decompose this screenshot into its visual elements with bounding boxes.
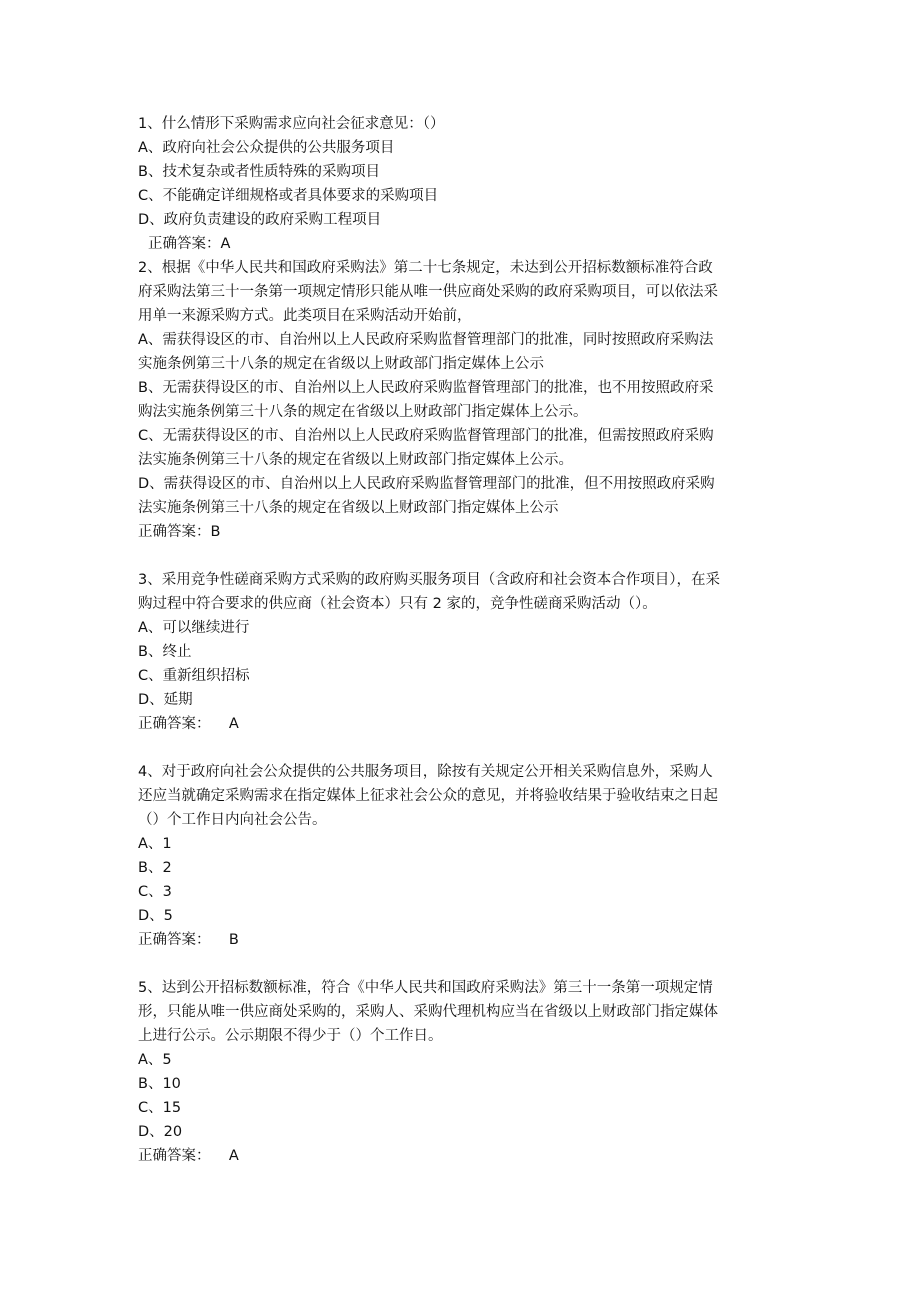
question-1 bbox=[138, 112, 784, 256]
option-c: C、不能确定详细规格或者具体要求的采购项目 bbox=[138, 188, 439, 204]
question-stem: 上进行公示。公示期限不得少于（）个工作日。 bbox=[138, 1028, 443, 1044]
option-b: B、技术复杂或者性质特殊的采购项目 bbox=[138, 164, 380, 180]
question-stem: 用单一来源采购方式。此类项目在采购活动开始前， bbox=[138, 308, 472, 324]
question-stem: 还应当就确定采购需求在指定媒体上征求社会公众的意见，并将验收结果于验收结束之日起 bbox=[138, 788, 718, 804]
option-a: A、需获得设区的市、自治州以上人民政府采购监督管理部门的批准，同时按照政府采购法 bbox=[138, 332, 714, 348]
answer-line: 正确答案：A bbox=[148, 236, 231, 252]
option-d-cont: 法实施条例第三十八条的规定在省级以上财政部门指定媒体上公示 bbox=[138, 500, 559, 516]
option-d: D、20 bbox=[138, 1124, 183, 1140]
option-d: D、5 bbox=[138, 908, 173, 924]
question-stem: 3、采用竞争性磋商采购方式采购的政府购买服务项目（含政府和社会资本合作项目），在采 bbox=[138, 572, 720, 588]
option-c: C、重新组织招标 bbox=[138, 668, 250, 684]
option-b: B、10 bbox=[138, 1076, 181, 1092]
question-5 bbox=[138, 976, 784, 1168]
document-page bbox=[138, 112, 784, 1168]
option-b: B、终止 bbox=[138, 644, 192, 660]
option-a: A、5 bbox=[138, 1052, 172, 1068]
answer-line: 正确答案：B bbox=[138, 524, 221, 540]
question-stem: 4、对于政府向社会公众提供的公共服务项目，除按有关规定公开相关采购信息外，采购人 bbox=[138, 764, 713, 780]
option-c: C、3 bbox=[138, 884, 172, 900]
option-b-cont: 购法实施条例第三十八条的规定在省级以上财政部门指定媒体上公示。 bbox=[138, 404, 588, 420]
answer-line: 正确答案： A bbox=[138, 1148, 239, 1164]
answer-line: 正确答案： B bbox=[138, 932, 239, 948]
blank-line bbox=[138, 952, 784, 976]
option-c-cont: 法实施条例第三十八条的规定在省级以上财政部门指定媒体上公示。 bbox=[138, 452, 573, 468]
question-stem: 形，只能从唯一供应商处采购的，采购人、采购代理机构应当在省级以上财政部门指定媒体 bbox=[138, 1004, 718, 1020]
question-stem: 2、根据《中华人民共和国政府采购法》第二十七条规定，未达到公开招标数额标准符合政 bbox=[138, 260, 713, 276]
question-stem: 5、达到公开招标数额标准，符合《中华人民共和国政府采购法》第三十一条第一项规定情 bbox=[138, 980, 713, 996]
question-stem: 府采购法第三十一条第一项规定情形只能从唯一供应商处采购的政府采购项目，可以依法采 bbox=[138, 284, 718, 300]
option-a-cont: 实施条例第三十八条的规定在省级以上财政部门指定媒体上公示 bbox=[138, 356, 544, 372]
question-3 bbox=[138, 568, 784, 736]
option-a: A、可以继续进行 bbox=[138, 620, 250, 636]
option-b: B、2 bbox=[138, 860, 172, 876]
answer-line: 正确答案： A bbox=[138, 716, 239, 732]
option-a: A、政府向社会公众提供的公共服务项目 bbox=[138, 140, 395, 156]
option-a: A、1 bbox=[138, 836, 172, 852]
question-stem: 购过程中符合要求的供应商（社会资本）只有 2 家的，竞争性磋商采购活动（）。 bbox=[138, 596, 657, 612]
option-d: D、政府负责建设的政府采购工程项目 bbox=[138, 212, 382, 228]
option-c: C、15 bbox=[138, 1100, 182, 1116]
option-d: D、需获得设区的市、自治州以上人民政府采购监督管理部门的批准，但不用按照政府采购 bbox=[138, 476, 715, 492]
blank-line bbox=[138, 736, 784, 760]
question-stem: 1、什么情形下采购需求应向社会征求意见：（） bbox=[138, 116, 445, 132]
option-d: D、延期 bbox=[138, 692, 193, 708]
option-b: B、无需获得设区的市、自治州以上人民政府采购监督管理部门的批准，也不用按照政府采 bbox=[138, 380, 714, 396]
question-2 bbox=[138, 256, 784, 544]
question-4 bbox=[138, 760, 784, 952]
blank-line bbox=[138, 544, 784, 568]
question-stem: （）个工作日内向社会公告。 bbox=[138, 812, 327, 828]
option-c: C、无需获得设区的市、自治州以上人民政府采购监督管理部门的批准，但需按照政府采购 bbox=[138, 428, 714, 444]
